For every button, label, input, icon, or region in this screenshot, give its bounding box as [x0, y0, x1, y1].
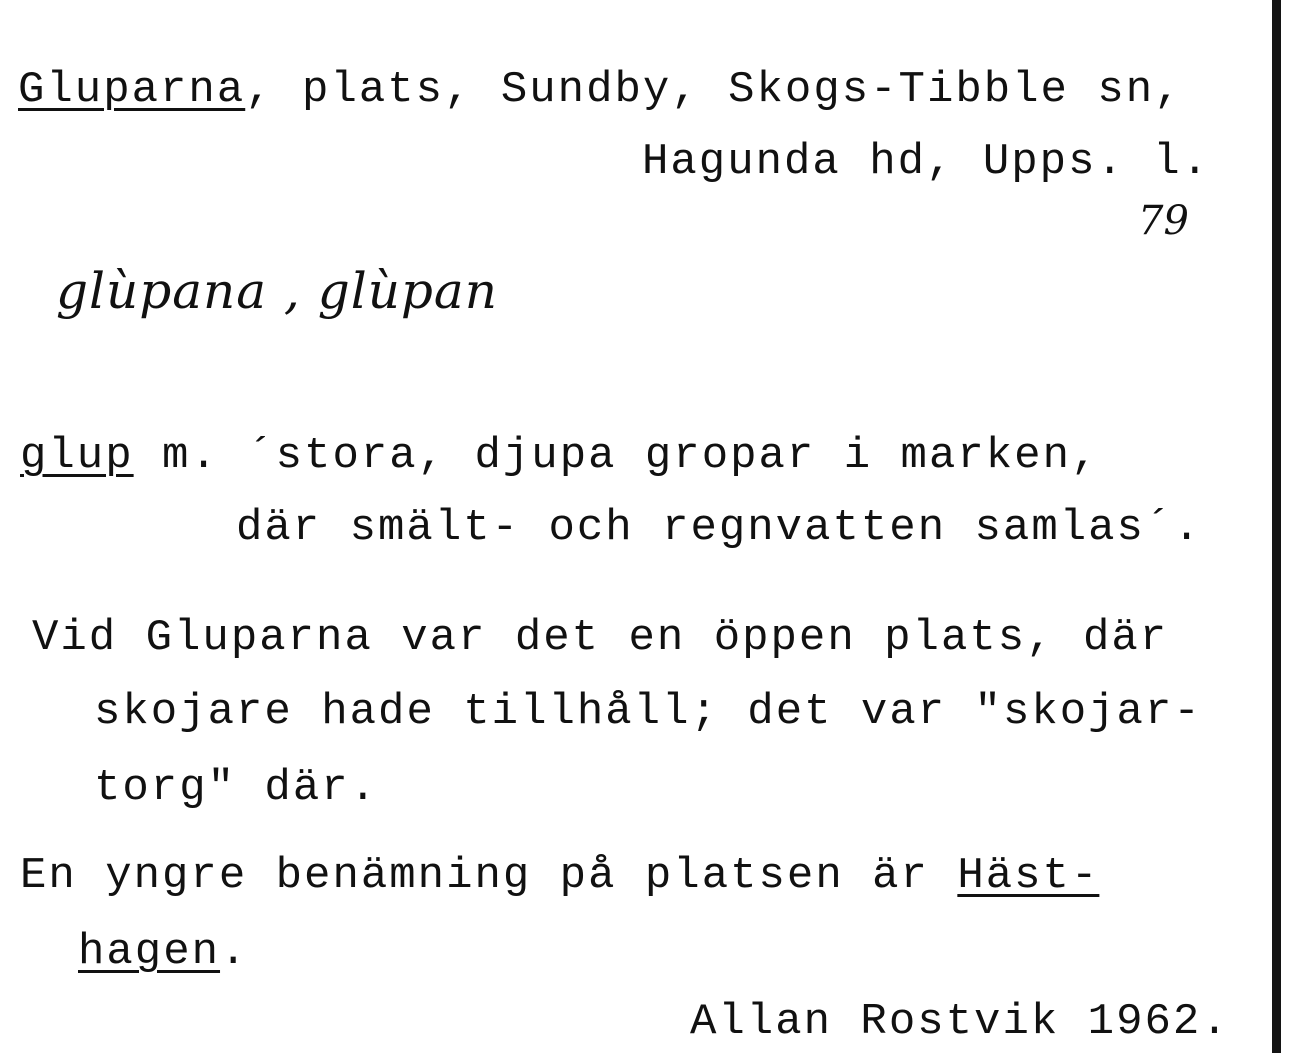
- dialect-pronunciation: glùpana , glùpan: [56, 262, 498, 320]
- note1-line-2: skojare hade tillhåll; det var "skojar-: [94, 687, 1202, 737]
- note2-term-part2: hagen: [78, 927, 221, 977]
- definition-word: glup: [20, 431, 134, 481]
- signature: Allan Rostvik 1962.: [690, 997, 1230, 1047]
- note2-period: .: [220, 927, 249, 977]
- card-number: 79: [1138, 198, 1189, 244]
- definition-line-1: [20, 431, 1100, 481]
- definition-meaning: m. ´stora, djupa gropar i marken,: [133, 431, 1100, 481]
- place-name: Gluparna: [18, 65, 246, 115]
- place-location: , plats, Sundby, Skogs-Tibble sn,: [245, 65, 1183, 115]
- card-edge-line: [1272, 0, 1281, 1053]
- note2-line-1: [20, 851, 1100, 901]
- heading-line-2: Hagunda hd, Upps. l.: [642, 137, 1211, 187]
- heading-line-1: [18, 65, 1183, 115]
- note2-line-2: [78, 927, 249, 977]
- definition-line-2: där smält- och regnvatten samlas´.: [236, 503, 1202, 553]
- note1-line-3: torg" där.: [94, 763, 379, 813]
- note1-line-1: Vid Gluparna var det en öppen plats, där: [32, 613, 1169, 663]
- note2-term-part1: Häst-: [957, 851, 1100, 901]
- note2-text: En yngre benämning på platsen är: [20, 851, 958, 901]
